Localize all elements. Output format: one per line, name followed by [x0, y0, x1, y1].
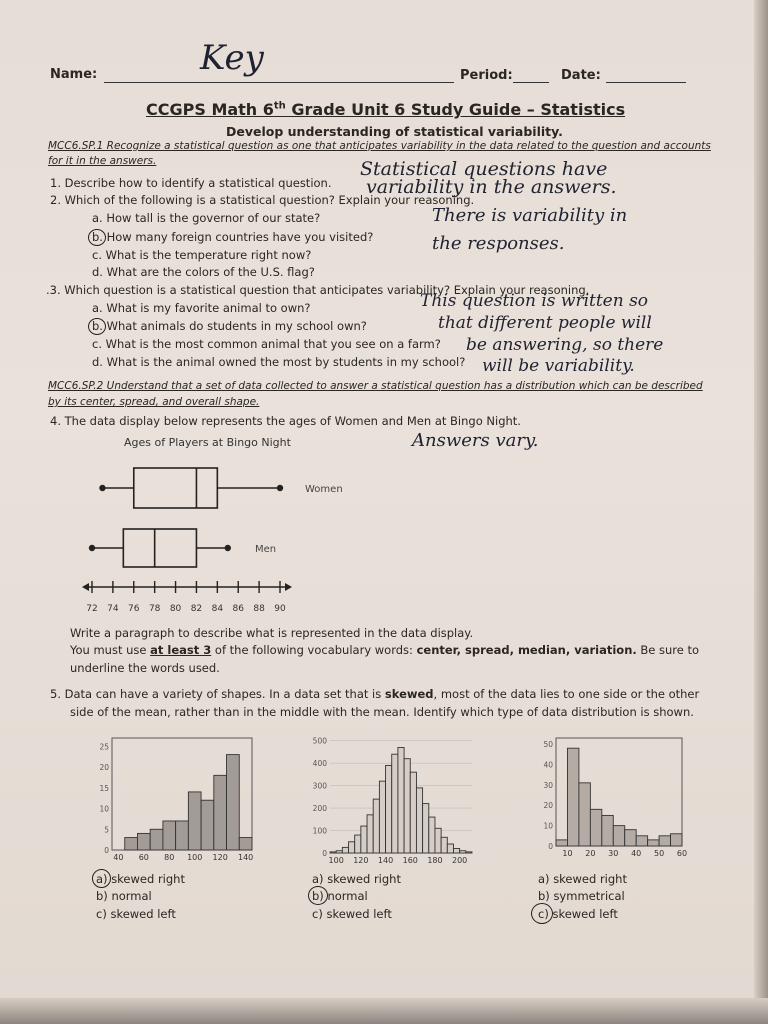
histogram-bar	[330, 852, 336, 853]
boxplot-tick-label: 78	[148, 604, 161, 614]
histogram-x-tick-label: 160	[402, 856, 418, 865]
q3-option-d: d. What is the animal owned the most by students in my school?	[92, 355, 466, 369]
period-line	[513, 82, 549, 83]
histogram-bar	[342, 847, 348, 853]
histogram-bar	[379, 781, 385, 853]
page-subtitle: Develop understanding of statistical variability.	[226, 124, 563, 139]
histogram-bar	[579, 783, 590, 846]
boxplot-min-point	[99, 485, 105, 491]
q5-chart3-choice-b: b) symmetrical	[538, 889, 625, 903]
q2-option-c: c. What is the temperature right now?	[92, 248, 312, 262]
histogram-y-tick-label: 20	[543, 801, 553, 811]
histogram-bar	[404, 759, 410, 853]
q1-answer-line2: variability in the answers.	[366, 176, 617, 198]
q5-chart3-choice-c: c) skewed left	[538, 907, 618, 921]
histogram-bar	[227, 755, 240, 850]
histogram-y-tick-label: 40	[543, 760, 553, 770]
q3-option-c: c. What is the most common animal that you see on a farm?	[92, 337, 441, 351]
histogram-3	[530, 730, 695, 865]
q5-chart1-choice-b: b) normal	[96, 889, 152, 903]
histogram-y-tick-label: 50	[543, 740, 553, 750]
histogram-bar	[150, 829, 163, 850]
page-edge-bottom	[0, 998, 768, 1024]
period-label: Period:	[460, 68, 513, 83]
histogram-x-tick-label: 200	[452, 856, 468, 865]
boxplot-tick-label: 80	[169, 604, 182, 614]
boxplot-tick-label: 86	[232, 604, 244, 614]
histogram-x-tick-label: 140	[237, 853, 254, 862]
histogram-bar	[429, 817, 435, 853]
name-label: Name:	[50, 67, 98, 82]
boxplot-axis-arrow-left	[82, 583, 89, 591]
histogram-x-tick-label: 40	[113, 853, 124, 862]
boxplot-tick-label: 72	[86, 604, 98, 614]
date-line	[606, 82, 686, 83]
histogram-x-tick-label: 100	[328, 856, 344, 865]
histogram-bar	[460, 851, 466, 853]
name-line	[104, 82, 454, 83]
q4-instruction-2: You must use at least 3 of the following vocabulary words: center, spread, median, variation. Be sure to	[70, 643, 700, 657]
q3-text: .3. Which question is a statistical question that anticipates variability? Explain your reasoning.	[46, 283, 590, 297]
histogram-bar	[392, 754, 398, 853]
histogram-bar	[625, 830, 636, 846]
histogram-bar	[671, 834, 682, 846]
standard1-line2: for it in the answers.	[48, 155, 157, 167]
histogram-bar	[201, 800, 214, 850]
q5-chart2-choice-c: c) skewed left	[312, 907, 392, 921]
histogram-2	[300, 728, 485, 868]
q4-instruction-1: Write a paragraph to describe what is represented in the data display.	[70, 626, 474, 640]
q5-chart2-answer-circle	[308, 886, 328, 905]
histogram-bar	[239, 838, 252, 850]
q2-answer-line2: the responses.	[432, 233, 565, 254]
histogram-y-tick-label: 0	[322, 849, 327, 858]
boxplot-tick-label: 82	[190, 604, 203, 614]
histogram-bar	[398, 747, 404, 853]
boxplot-min-point	[89, 545, 95, 551]
boxplot-tick-label: 84	[211, 604, 224, 614]
histogram-x-tick-label: 50	[653, 849, 665, 858]
histogram-y-tick-label: 200	[312, 804, 327, 814]
histogram-bar	[659, 836, 670, 846]
histogram-bar	[416, 788, 422, 853]
histogram-y-tick-label: 300	[312, 781, 327, 791]
q4-text: 4. The data display below represents the ages of Women and Men at Bingo Night.	[50, 414, 521, 428]
histogram-bar	[453, 849, 459, 853]
q5-chart1-answer-circle	[92, 869, 111, 888]
boxplot-box	[134, 468, 218, 508]
boxplot-tick-label: 76	[128, 604, 140, 614]
boxplot-tick-label: 74	[107, 604, 119, 614]
histogram-y-tick-label: 5	[104, 825, 109, 835]
histogram-bar	[349, 842, 355, 853]
q2-answer-circle	[88, 229, 106, 246]
histogram-bar	[602, 815, 613, 846]
boxplot-chart	[80, 430, 380, 620]
histogram-y-tick-label: 0	[548, 842, 553, 851]
q3-answer-line3: be answering, so there	[466, 335, 664, 355]
histogram-y-tick-label: 400	[312, 759, 327, 769]
boxplot-series-label: Men	[255, 544, 277, 555]
histogram-bar	[410, 772, 416, 853]
histogram-x-tick-label: 100	[187, 853, 203, 862]
q4-answer: Answers vary.	[412, 430, 539, 451]
histogram-y-tick-label: 0	[104, 846, 109, 855]
histogram-bar	[355, 835, 361, 853]
boxplot-axis-arrow-right	[285, 583, 292, 591]
q2-option-b: b. How many foreign countries have you visited?	[92, 230, 374, 244]
q2-option-a: a. How tall is the governor of our state?	[92, 211, 321, 225]
histogram-x-tick-label: 120	[353, 856, 369, 865]
boxplot-box	[123, 529, 196, 567]
q3-option-a: a. What is my favorite animal to own?	[92, 301, 311, 315]
q5-chart2-choice-b: b) normal	[312, 889, 368, 903]
q5-chart2-choice-a: a) skewed right	[312, 872, 401, 886]
q3-answer-line4: will be variability.	[482, 356, 635, 376]
histogram-bar	[367, 815, 373, 853]
page-title: CCGPS Math 6th Grade Unit 6 Study Guide – Statistics	[146, 100, 626, 119]
q1-answer-line1: Statistical questions have	[360, 158, 608, 180]
histogram-bar	[361, 826, 367, 853]
histogram-bar	[636, 836, 647, 846]
histogram-x-tick-label: 60	[138, 853, 149, 862]
histogram-y-tick-label: 500	[312, 736, 327, 746]
histogram-bar	[163, 821, 176, 850]
q3-answer-line2: that different people will	[438, 313, 652, 333]
histogram-bar	[423, 804, 429, 853]
histogram-bar	[137, 833, 150, 850]
histogram-bar	[435, 828, 441, 853]
q4-instruction-3: underline the words used.	[70, 661, 220, 675]
q2-option-d: d. What are the colors of the U.S. flag?	[92, 265, 315, 279]
boxplot-tick-label: 90	[274, 604, 286, 614]
histogram-y-tick-label: 15	[99, 783, 109, 793]
q1-text: 1. Describe how to identify a statistical question.	[50, 176, 332, 190]
histogram-y-tick-label: 30	[543, 780, 553, 790]
histogram-bar	[125, 838, 138, 850]
q3-option-b: b. What animals do students in my school own?	[92, 319, 367, 333]
boxplot-series-label: Women	[305, 484, 343, 495]
histogram-x-tick-label: 20	[585, 849, 596, 858]
histogram-bar	[590, 809, 601, 846]
histogram-x-tick-label: 60	[676, 849, 688, 858]
histogram-bar	[214, 775, 227, 850]
q5-chart3-answer-circle	[531, 903, 553, 924]
boxplot-max-point	[277, 485, 283, 491]
histogram-bar	[567, 748, 578, 846]
standard2-line1: MCC6.SP.2 Understand that a set of data collected to answer a statistical question has a distribution which can be described	[48, 380, 703, 392]
histogram-bar	[648, 840, 659, 846]
standard2-line2: by its center, spread, and overall shape.	[48, 396, 260, 408]
q2-text: 2. Which of the following is a statistical question? Explain your reasoning.	[50, 193, 475, 207]
histogram-x-tick-label: 140	[377, 856, 394, 865]
histogram-y-tick-label: 25	[99, 742, 109, 752]
standard1-line1: MCC6.SP.1 Recognize a statistical question as one that anticipates variability in the data related to the question and accounts	[48, 140, 711, 152]
histogram-x-tick-label: 10	[562, 849, 573, 858]
boxplot-title: Ages of Players at Bingo Night	[124, 436, 291, 449]
q5-chart3-choice-a: a) skewed right	[538, 872, 627, 886]
histogram-bar	[447, 844, 453, 853]
histogram-bar	[336, 851, 342, 853]
histogram-x-tick-label: 40	[631, 849, 642, 858]
q3-answer-circle	[88, 318, 106, 335]
histogram-bar	[188, 792, 201, 850]
histogram-bar	[613, 826, 624, 846]
q5-text-1: 5. Data can have a variety of shapes. In a data set that is skewed, most of the data lies to one side or the other	[50, 687, 700, 701]
q3-answer-line1: This question is written so	[420, 291, 649, 311]
histogram-bar	[466, 852, 472, 853]
histogram-bar	[556, 840, 567, 846]
page-edge-right	[754, 0, 768, 1024]
q5-text-2: side of the mean, rather than in the middle with the mean. Identify which type of data distribution is shown.	[70, 705, 694, 719]
histogram-x-tick-label: 80	[164, 853, 175, 862]
histogram-1	[92, 730, 257, 865]
histogram-x-tick-label: 180	[427, 856, 443, 865]
histogram-y-tick-label: 10	[543, 821, 553, 831]
boxplot-max-point	[225, 545, 231, 551]
histogram-y-tick-label: 10	[99, 804, 109, 814]
boxplot-tick-label: 88	[253, 604, 265, 614]
histogram-y-tick-label: 20	[99, 763, 109, 773]
histogram-x-tick-label: 120	[212, 853, 228, 862]
q5-chart1-choice-a: a) skewed right	[96, 872, 185, 886]
name-value: Key	[200, 38, 264, 78]
date-label: Date:	[561, 68, 601, 83]
histogram-y-tick-label: 100	[312, 826, 327, 836]
histogram-bar	[386, 765, 392, 853]
histogram-x-tick-label: 30	[608, 849, 619, 858]
q2-answer-line1: There is variability in	[432, 205, 628, 226]
histogram-bar	[441, 837, 447, 853]
histogram-bar	[176, 821, 189, 850]
histogram-bar	[373, 799, 379, 853]
q5-chart1-choice-c: c) skewed left	[96, 907, 176, 921]
